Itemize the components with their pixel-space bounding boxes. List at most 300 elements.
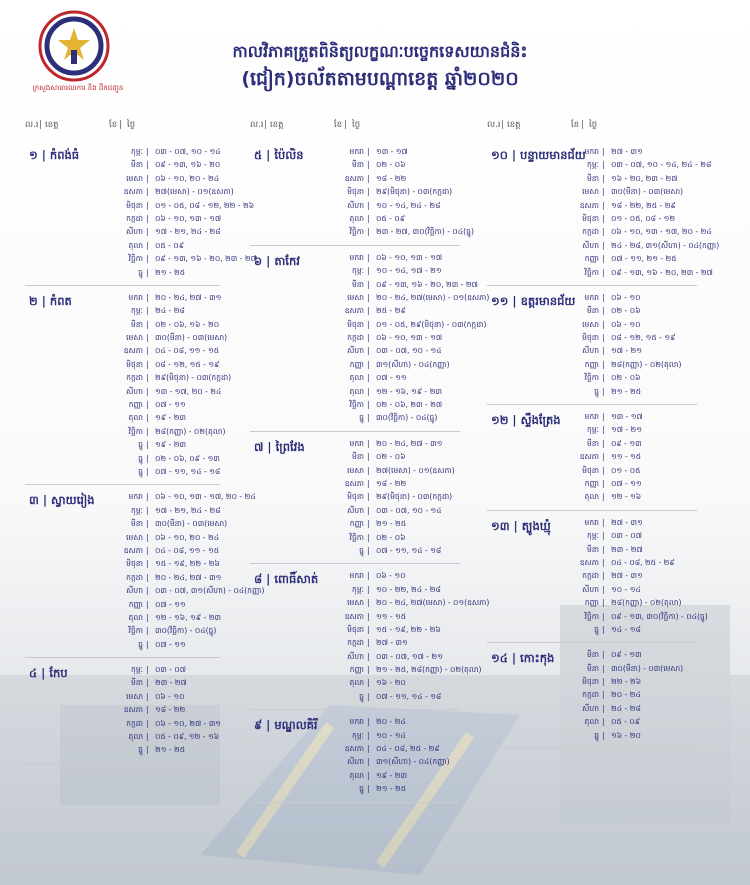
day-range: ០៩ - ១៣, ១៦ - ២០, ២៣ - ២៧ [611, 267, 713, 277]
schedule-row [250, 610, 460, 623]
column-header-day: ថ្ងៃ [127, 120, 136, 130]
schedule-row [250, 596, 490, 609]
month-label: កញ្ញា [584, 478, 599, 488]
column-header-day: ថ្ងៃ [352, 120, 361, 130]
day-range: ០៤ - ០៨, ២៥ - ២៩ [611, 557, 675, 567]
schedule-row [487, 371, 697, 384]
day-range: ២៨(កញ្ញា) - ០២(តុលា) [611, 359, 682, 369]
day-range: ០៧ - ១១ [155, 400, 186, 410]
title-line-2: (ជៀក)ចល័តតាមបណ្ដាខេត្ត ឆ្នាំ២០២០ [241, 68, 519, 90]
row-separator: | [146, 626, 149, 636]
day-range: ០៣ - ០៧ [611, 531, 643, 541]
row-separator: | [367, 147, 370, 156]
day-range: ២៩(មិថុនា) - ០៣(កក្កដា) [376, 492, 453, 502]
month-label: កញ្ញា [349, 665, 364, 675]
month-label: មីនា [586, 650, 599, 660]
day-range: ២២ - ២៦ [611, 677, 642, 687]
row-separator: | [602, 412, 605, 422]
month-label: វិច្ឆិកា [349, 532, 364, 542]
schedule-column-2 [250, 120, 490, 803]
province-name: ៤ | កែប [29, 666, 68, 681]
schedule-row [487, 569, 697, 582]
schedule-row [250, 676, 460, 689]
column-header-month: ខែ [109, 120, 118, 130]
month-label: មីនា [586, 438, 599, 448]
day-range: ១១ - ១៥ [611, 452, 642, 462]
schedule-row [25, 172, 220, 185]
schedule-row [25, 490, 256, 503]
schedule-row [250, 690, 460, 703]
schedule-row [487, 410, 697, 423]
row-separator: | [146, 519, 149, 529]
month-label: សីហា [126, 586, 143, 596]
day-range: ១៧ - ២១, ២៤ - ២៨ [155, 505, 221, 515]
month-label: មិថុនា [347, 492, 364, 502]
day-range: ០៧ - ១១ [376, 373, 407, 383]
header [0, 0, 750, 112]
row-separator: | [146, 505, 149, 515]
day-range: ២១ - ២៥, ២៨(កញ្ញា) - ០២(តុលា) [376, 665, 482, 675]
day-range: ១៦ - ២០, ២៣ - ២៧ [611, 173, 678, 183]
month-label: មីនា [130, 160, 143, 170]
row-separator: | [146, 691, 149, 701]
day-range: ១៣ - ១៧ [376, 147, 408, 156]
day-range: ២៧ - ៣១ [376, 638, 408, 648]
schedule-column-1 [25, 120, 265, 764]
row-separator: | [367, 333, 370, 343]
row-separator: | [146, 254, 149, 264]
month-label: ធ្នូ [138, 466, 143, 476]
row-separator: | [367, 373, 370, 383]
month-label: មីនា [130, 319, 143, 329]
row-separator: | [146, 705, 149, 715]
column-header-no: ល.រ [25, 120, 39, 130]
month-label: មករា [128, 292, 143, 302]
day-range: ៣០(មីនា) - ០៣(មេសា) [611, 663, 684, 673]
day-range: ២០ - ២៤, ២៧ - ៣១ [376, 438, 443, 448]
schedule-row [487, 662, 697, 675]
row-separator: | [602, 319, 605, 329]
month-label: កុម្ភៈ [587, 531, 599, 541]
column-header-province: ខេត្ត [507, 120, 521, 130]
row-separator: | [146, 559, 149, 569]
month-label: ធ្នូ [359, 784, 364, 794]
row-separator: | [367, 717, 370, 727]
row-separator: | [602, 650, 605, 660]
month-label: កុម្ភៈ [352, 584, 364, 594]
schedule-row [25, 266, 220, 279]
month-label: កុម្ភៈ [587, 160, 599, 170]
day-range: ០៦ - ១០, ១៣ - ១៧ [376, 333, 443, 343]
month-label: ឧសភា [123, 346, 143, 356]
row-separator: | [602, 598, 605, 608]
schedule-row [487, 675, 697, 688]
month-label: មេសា [582, 319, 599, 329]
schedule-row [25, 703, 220, 716]
month-label: តុលា [349, 678, 364, 688]
province-name: ៧ | ព្រៃវែង [254, 439, 305, 454]
row-separator: | [146, 359, 149, 369]
day-range: ០៤ - ០៨, ២៥ - ២៩ [376, 744, 440, 754]
day-range: ០៩ - ១៣, ១៦ - ២០ [155, 160, 221, 170]
month-label: មេសា [347, 465, 364, 475]
row-separator: | [146, 745, 149, 755]
province-block [487, 643, 697, 749]
month-label: មេសា [126, 691, 143, 701]
schedule-row [25, 517, 228, 530]
month-label: កក្កដា [126, 718, 143, 728]
schedule-row [487, 344, 697, 357]
row-separator: | [602, 173, 605, 183]
schedule-row [25, 452, 220, 465]
row-separator: | [146, 532, 149, 542]
schedule-row [250, 158, 460, 171]
row-separator: | [367, 478, 370, 488]
row-separator: | [367, 757, 370, 767]
province-block [250, 140, 474, 246]
row-separator: | [367, 465, 370, 475]
day-range: ០២ - ០៦, ២៣ - ២៧ [376, 400, 443, 410]
row-separator: | [367, 598, 370, 608]
row-separator: | [602, 492, 605, 502]
month-label: មករា [584, 412, 599, 422]
schedule-row [25, 358, 220, 371]
row-separator: | [602, 386, 605, 396]
day-range: ១៧ - ២១, ២៤ - ២៨ [155, 227, 221, 237]
day-range: ០២ - ០៦ [611, 373, 641, 383]
schedule-row [25, 544, 220, 557]
day-range: ០៩ - ១៣ [611, 650, 642, 660]
schedule-row [25, 212, 220, 225]
schedule-row [250, 212, 460, 225]
column-header: ល.រ | ខេត្ត ខែ | ថ្ងៃ [25, 120, 136, 130]
month-label: មីនា [586, 173, 599, 183]
schedule-row [25, 411, 220, 424]
province-block [250, 710, 460, 802]
province-name: ១០ | បន្ទាយមានជ័យ [491, 148, 586, 162]
schedule-row [250, 172, 460, 185]
month-label: ឧសភា [579, 452, 599, 462]
day-range: ២៧ - ៣១ [611, 147, 643, 156]
schedule-row [250, 517, 460, 530]
month-label: មិថុនា [126, 200, 143, 210]
month-label: ធ្នូ [138, 745, 143, 755]
schedule-row [250, 385, 460, 398]
row-separator: | [367, 187, 370, 197]
schedule-row [487, 423, 697, 436]
schedule-row [25, 743, 220, 756]
row-separator: | [367, 651, 370, 661]
schedule-row [250, 742, 460, 755]
schedule-row [25, 717, 220, 730]
schedule-row [250, 450, 460, 463]
schedule-row [487, 477, 697, 490]
day-range: ២១ - ២៥ [376, 784, 407, 794]
row-separator: | [602, 703, 605, 713]
row-separator: | [146, 267, 149, 277]
schedule-row [25, 638, 220, 651]
day-range: ១៥ - ១៩, ២២ - ២៦ [155, 559, 220, 569]
day-range: ២៣ - ២៧ [611, 544, 643, 554]
row-separator: | [602, 517, 605, 527]
schedule-row [25, 145, 220, 158]
province-name: ១១ | ឧត្ដរមានជ័យ [491, 293, 576, 308]
day-range: ០៦ - ១០, ១៣ - ១៧, ២០ - ២៤ [155, 492, 256, 502]
row-separator: | [602, 624, 605, 634]
schedule-row [487, 516, 697, 529]
row-separator: | [367, 227, 370, 237]
day-range: ០៣ - ០៧, ១០ - ១៤ [155, 147, 221, 156]
province-block [25, 140, 257, 286]
row-separator: | [602, 306, 605, 316]
schedule-row [487, 385, 697, 398]
schedule-row [25, 584, 265, 597]
day-range: ២០ - ២៤ [376, 717, 406, 727]
day-range: ១៣ - ១៧ [611, 412, 643, 422]
row-separator: | [367, 611, 370, 621]
column-header-province: ខេត្ត [45, 120, 59, 130]
day-range: ២៤ - ២៨ [611, 703, 641, 713]
day-range: ១៤ - ១៨ [611, 624, 641, 634]
month-label: មេសា [347, 292, 364, 302]
row-separator: | [146, 306, 149, 316]
schedule-row [25, 304, 220, 317]
row-separator: | [367, 532, 370, 542]
month-label: កុម្ភៈ [131, 147, 143, 156]
month-label: មីនា [351, 160, 364, 170]
row-separator: | [602, 333, 605, 343]
day-range: ១០ - ១៤, ២៤ - ២៨ [376, 200, 441, 210]
schedule-row [25, 571, 220, 584]
schedule-row [250, 769, 460, 782]
schedule-row [487, 239, 720, 252]
day-range: ១៦ - ២០ [611, 730, 641, 740]
schedule-row [250, 715, 460, 728]
row-separator: | [146, 732, 149, 742]
row-separator: | [367, 584, 370, 594]
schedule-row [487, 145, 697, 158]
day-range: ១៩ - ២៣ [155, 413, 186, 423]
day-range: ១២ - ១៦, ១៩ - ២៣ [155, 612, 221, 622]
day-range: ០៦ - ១០, ១៣ - ១៧, ២០ - ២៤ [611, 227, 712, 237]
row-separator: | [146, 319, 149, 329]
day-range: ១១ - ១៥ [376, 611, 407, 621]
row-separator: | [602, 373, 605, 383]
schedule-row [250, 569, 460, 582]
row-separator: | [602, 571, 605, 581]
day-range: ១៩ - ២៣ [376, 770, 407, 780]
day-range: ២១ - ២៥ [155, 267, 186, 277]
schedule-row [487, 358, 697, 371]
day-range: ០៨ - ១២, ១៥ - ១៩ [155, 359, 220, 369]
row-separator: | [367, 638, 370, 648]
schedule-row [487, 172, 697, 185]
province-block [250, 564, 490, 710]
schedule-row [250, 318, 487, 331]
month-label: សីហា [347, 200, 364, 210]
day-range: ០៣ - ០៧, ១០ - ១៤ [376, 346, 442, 356]
month-label: វិច្ឆិកា [128, 626, 143, 636]
day-range: ០៦ - ១០ [376, 571, 406, 581]
month-label: សីហា [347, 505, 364, 515]
row-separator: | [367, 346, 370, 356]
row-separator: | [602, 254, 605, 264]
day-range: ២៨(កញ្ញា) - ០២(តុលា) [611, 598, 682, 608]
day-range: ៣០(មីនា) - ០៣(មេសា) [155, 333, 228, 343]
row-separator: | [146, 572, 149, 582]
schedule-row [25, 663, 220, 676]
day-range: ០២ - ០៦ [376, 532, 406, 542]
schedule-row [250, 291, 490, 304]
month-label: វិច្ឆិកា [349, 227, 364, 237]
row-separator: | [146, 147, 149, 156]
month-label: មករា [349, 571, 364, 581]
day-range: ២៩(មិថុនា) - ០៣(កក្កដា) [155, 373, 232, 383]
schedule-row [25, 730, 220, 743]
province-block [250, 432, 460, 565]
province-name: ៣ | ស្វាយរៀង [29, 493, 95, 508]
province-block [487, 286, 697, 405]
day-range: ៣០(វិច្ឆិកា) - ០៤(ធ្នូ) [155, 626, 217, 636]
day-range: ០៦ - ១០ [155, 691, 185, 701]
month-label: វិច្ឆិកា [128, 254, 143, 264]
month-label: ឧសភា [123, 187, 143, 197]
month-label: កក្កដា [126, 213, 143, 223]
month-label: កក្កដា [582, 571, 599, 581]
month-label: កុម្ភៈ [352, 730, 364, 740]
row-separator: | [602, 227, 605, 237]
schedule-row [487, 212, 697, 225]
month-label: សីហា [126, 227, 143, 237]
month-label: តុលា [128, 612, 143, 622]
month-label: សីហា [347, 651, 364, 661]
schedule-row [487, 490, 697, 503]
row-separator: | [146, 678, 149, 688]
month-label: មីនា [586, 306, 599, 316]
day-range: ២០ - ២៤, ២៧ - ៣១ [155, 572, 222, 582]
day-range: ១៥ - ១៩, ២២ - ២៦ [376, 624, 441, 634]
schedule-row [487, 304, 697, 317]
schedule-row [25, 438, 220, 451]
day-range: ០២ - ០៦ [376, 452, 406, 462]
schedule-row [250, 544, 460, 557]
schedule-row [487, 318, 697, 331]
schedule-row [25, 331, 228, 344]
row-separator: | [367, 413, 370, 423]
ministry-logo-icon [38, 10, 110, 82]
schedule-column-3 [487, 120, 720, 749]
month-label: ឧសភា [579, 557, 599, 567]
day-range: ២០ - ២៤, ២៧(មេសា) - ០១(ឧសភា) [376, 292, 490, 302]
schedule-row [25, 252, 257, 265]
day-range: ៣០(វិច្ឆិកា) - ០៤(ធ្នូ) [376, 413, 438, 423]
schedule-row [250, 477, 460, 490]
row-separator: | [602, 544, 605, 554]
province-block [250, 246, 490, 432]
row-separator: | [367, 505, 370, 515]
day-range: ១៨ - ២២, ២៥ - ២៩ [611, 200, 676, 210]
month-label: សីហា [582, 703, 599, 713]
schedule-row [487, 623, 697, 636]
province-name: ៦ | តាកែវ [254, 253, 300, 268]
title-line-1: កាលវិភាគត្រួតពិនិត្យលក្ខណៈបច្ចេកទេសយានជំនិះ [232, 42, 528, 61]
month-label: វិច្ឆិកា [584, 373, 599, 383]
month-label: កក្កដា [126, 572, 143, 582]
day-range: ១០ - ២២, ២៤ - ២៨ [376, 584, 441, 594]
row-separator: | [367, 438, 370, 448]
row-separator: | [146, 386, 149, 396]
month-label: វិច្ឆិកា [128, 426, 143, 436]
month-label: ឧសភា [123, 545, 143, 555]
month-label: តុលា [128, 240, 143, 250]
schedule-row [250, 411, 460, 424]
day-range: ០២ - ០៦, ០៩ - ១៣ [155, 453, 220, 463]
column-header-no: ល.រ [487, 120, 501, 130]
month-label: មីនា [586, 663, 599, 673]
month-label: ធ្នូ [594, 386, 599, 396]
day-range: ០៥ - ០៩ [155, 240, 185, 250]
month-label: តុលា [349, 213, 364, 223]
month-label: មេសា [126, 333, 143, 343]
schedule-row [25, 371, 232, 384]
row-separator: | [602, 557, 605, 567]
column-header-month: ខែ [334, 120, 343, 130]
month-label: មករា [584, 147, 599, 156]
column-header-province: ខេត្ត [270, 120, 284, 130]
schedule-row [487, 556, 697, 569]
schedule-row [250, 199, 460, 212]
day-range: ០៥ - ០៩ [611, 717, 641, 727]
schedule-row [487, 715, 697, 728]
month-label: ធ្នូ [594, 624, 599, 634]
day-range: ០១ - ០៥, ២៩(មិថុនា) - ០៣(កក្កដា) [376, 319, 487, 329]
schedule-row [250, 358, 460, 371]
row-separator: | [367, 400, 370, 410]
schedule-row [250, 464, 460, 477]
schedule-row [487, 185, 697, 198]
month-label: មករា [584, 517, 599, 527]
row-separator: | [602, 160, 605, 170]
month-label: ឧសភា [344, 478, 364, 488]
row-separator: | [146, 346, 149, 356]
month-label: ធ្នូ [359, 691, 364, 701]
schedule-row [250, 782, 460, 795]
row-separator: | [602, 531, 605, 541]
month-label: សីហា [347, 757, 364, 767]
row-separator: | [367, 624, 370, 634]
day-range: ០៧ - ១១ [155, 639, 186, 649]
month-label: មីនា [351, 279, 364, 289]
province-name: ១៣ | ត្បូងឃ្មុំ [491, 518, 551, 533]
ministry-name: ក្រសួងសាធារណការ និង ដឹកជញ្ជូន [32, 84, 124, 92]
column-header-day: ថ្ងៃ [589, 120, 598, 130]
month-label: សីហា [347, 346, 364, 356]
day-range: ០៤ - ០៨, ១១ - ១៥ [155, 545, 220, 555]
day-range: ០៥ - ០៩, ១២ - ១៦ [155, 732, 220, 742]
month-label: មិថុនា [582, 333, 599, 343]
column-header: ល.រ | ខេត្ត ខែ | ថ្ងៃ [487, 120, 598, 130]
month-label: មករា [128, 492, 143, 502]
row-separator: | [367, 665, 370, 675]
day-range: ០៤ - ០៨, ១១ - ១៥ [155, 346, 220, 356]
day-range: ៣០(មីនា) - ០៣(មេសា) [611, 187, 684, 197]
day-range: ០៦ - ១០ [611, 292, 641, 302]
day-range: ១៣ - ១៧, ២០ - ២៤ [155, 386, 222, 396]
month-label: កញ្ញា [349, 359, 364, 369]
row-separator: | [602, 663, 605, 673]
month-label: ឧសភា [123, 705, 143, 715]
day-range: ១៨ - ២២ [376, 478, 407, 488]
